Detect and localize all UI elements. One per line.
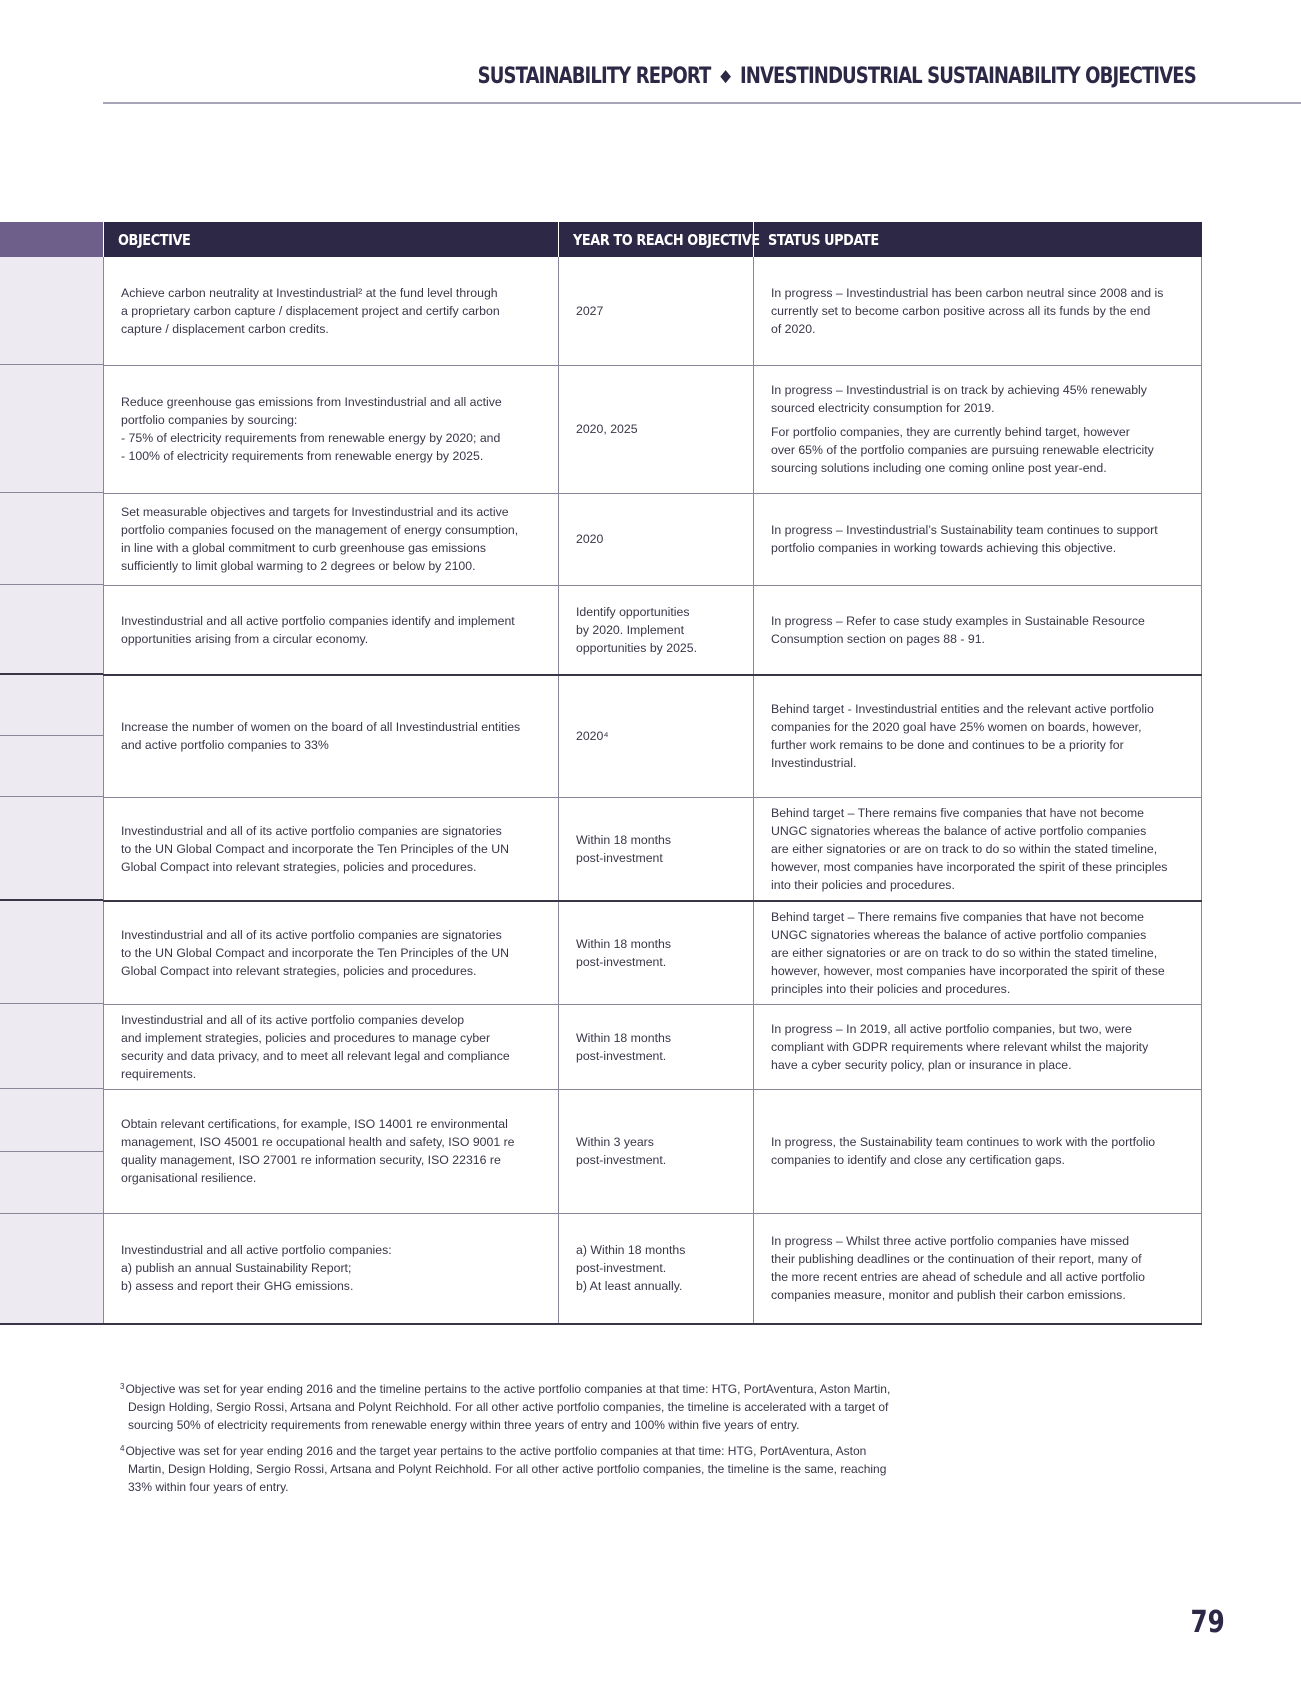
year-cell: 2020: [559, 493, 754, 585]
objective-cell: Investindustrial and all of its active portfolio companies develop and implement strategies, policies and procedures to manage cyber security and data privacy, and to meet all relevant legal and compliance requirements.: [104, 1004, 559, 1089]
page-number: 79: [1190, 1605, 1225, 1640]
objective-cell: Achieve carbon neutrality at Investindustrial² at the fund level through a proprietary carbon capture / displacement project and certify carbon capture / displacement carbon credits.: [104, 257, 559, 365]
footnote-mark: 4: [120, 1444, 125, 1453]
side-strip: [0, 1152, 103, 1214]
status-cell: In progress – Investindustrial has been carbon neutral since 2008 and is currently set to become carbon positive across all its funds by the end of 2020.: [754, 257, 1202, 365]
footnote-mark: 3: [120, 1382, 125, 1391]
objective-cell: Obtain relevant certifications, for example, ISO 14001 re environmental management, ISO 45001 re occupational health and safety, ISO 9001 re quality management, ISO 27001 re information security, ISO 22316 re organisational resilience.: [104, 1089, 559, 1213]
side-strip: [0, 1214, 103, 1325]
objective-cell: Investindustrial and all active portfolio companies: a) publish an annual Sustainability Report; b) assess and report their GHG emissions.: [104, 1213, 559, 1324]
table-header-row: [104, 222, 1202, 257]
status-cell: In progress – Investindustrial’s Sustainability team continues to support portfolio companies in working towards achieving this objective.: [754, 493, 1202, 585]
table-row: [104, 257, 1202, 365]
side-strip: [0, 257, 103, 365]
table-row: [104, 1089, 1202, 1213]
table-row: [104, 585, 1202, 675]
table-row: [104, 675, 1202, 797]
table-row: [104, 1213, 1202, 1324]
table-row: [104, 901, 1202, 1004]
header-section-title: INVESTINDUSTRIAL SUSTAINABILITY OBJECTIVES: [740, 64, 1196, 89]
year-cell: Identify opportunities by 2020. Implement opportunities by 2025.: [559, 585, 754, 675]
year-cell: 2020⁴: [559, 675, 754, 797]
year-cell: Within 18 months post-investment: [559, 797, 754, 901]
side-strip: [0, 736, 103, 797]
diamond-icon: ◆: [720, 66, 731, 86]
status-cell: In progress – Refer to case study examples in Sustainable Resource Consumption section on pages 88 - 91.: [754, 585, 1202, 675]
side-strip: [0, 1004, 103, 1089]
objective-cell: Investindustrial and all of its active portfolio companies are signatories to the UN Global Compact and incorporate the Ten Principles of the UN Global Compact into relevant strategies, policies and procedures.: [104, 901, 559, 1004]
year-cell: 2027: [559, 257, 754, 365]
status-cell: In progress – In 2019, all active portfolio companies, but two, were compliant with GDPR requirements where relevant whilst the majority have a cyber security policy, plan or insurance in place.: [754, 1004, 1202, 1089]
table-row: [104, 797, 1202, 901]
objective-cell: Set measurable objectives and targets for Investindustrial and its active portfolio companies focused on the management of energy consumption, in line with a global commitment to curb greenhouse gas emissions sufficiently to limit global warming to 2 degrees or below by 2100.: [104, 493, 559, 585]
objective-cell: Investindustrial and all active portfolio companies identify and implement opportunities arising from a circular economy.: [104, 585, 559, 675]
status-cell: Behind target - Investindustrial entities and the relevant active portfolio companies for the 2020 goal have 25% women on boards, however, further work remains to be done and continues to be a priority for Investindustrial.: [754, 675, 1202, 797]
side-strip-header: [0, 222, 103, 257]
status-cell: Behind target – There remains five companies that have not become UNGC signatories whereas the balance of active portfolio companies are either signatories or are on track to do so within the stated timeline, however, however, most companies have incorporated the spirit of these principles into their policies and procedures.: [754, 901, 1202, 1004]
side-strip: [0, 493, 103, 585]
footnote-text: Objective was set for year ending 2016 and the timeline pertains to the active portfolio companies at that time: HTG, PortAventura, Aston Martin, Design Holding, Sergio Rossi, Artsana and Polynt Reichhold. For all other active portfolio companies, the timeline is accelerated with a target of sourcing 50% of electricity requirements from renewable energy within three years of entry and 100% within five years of entry.: [125, 1382, 891, 1432]
status-cell: In progress – Investindustrial is on track by achieving 45% renewably sourced electricity consumption for 2019. For portfolio companies, they are currently behind target, however over 65% of the portfolio companies are pursuing renewable electricity sourcing solutions including one coming online post year-end.: [754, 365, 1202, 493]
page-header: [103, 60, 1301, 104]
status-cell: Behind target – There remains five companies that have not become UNGC signatories whereas the balance of active portfolio companies are either signatories or are on track to do so within the stated timeline, however, most companies have incorporated the spirit of these principles into their policies and procedures.: [754, 797, 1202, 901]
status-cell: In progress – Whilst three active portfolio companies have missed their publishing deadlines or the continuation of their report, many of the more recent entries are ahead of schedule and all active portfolio companies measure, monitor and publish their carbon emissions.: [754, 1213, 1202, 1324]
footnotes: [120, 1378, 900, 1502]
table-row: [104, 1004, 1202, 1089]
year-cell: 2020, 2025: [559, 365, 754, 493]
side-strip: [0, 901, 103, 1004]
footnote-text: Objective was set for year ending 2016 and the target year pertains to the active portfolio companies at that time: HTG, PortAventura, Aston Martin, Design Holding, Sergio Rossi, Artsana and Polynt Reichhold. For all other active portfolio companies, the timeline is the same, reaching 33% within four years of entry.: [125, 1444, 887, 1494]
column-header-objective: OBJECTIVE: [104, 222, 559, 257]
year-cell: Within 18 months post-investment.: [559, 1004, 754, 1089]
column-header-status: STATUS UPDATE: [754, 222, 1202, 257]
objective-cell: Investindustrial and all of its active portfolio companies are signatories to the UN Global Compact and incorporate the Ten Principles of the UN Global Compact into relevant strategies, policies and procedures.: [104, 797, 559, 901]
header-title: [478, 64, 1196, 89]
column-header-year: YEAR TO REACH OBJECTIVE: [559, 222, 754, 257]
status-cell: In progress, the Sustainability team continues to work with the portfolio companies to identify and close any certification gaps.: [754, 1089, 1202, 1213]
side-strip: [0, 585, 103, 675]
year-cell: Within 18 months post-investment.: [559, 901, 754, 1004]
objective-cell: Increase the number of women on the board of all Investindustrial entities and active portfolio companies to 33%: [104, 675, 559, 797]
side-strip: [0, 1089, 103, 1152]
table-row: [104, 365, 1202, 493]
side-strip: [0, 365, 103, 493]
footnote: [120, 1440, 900, 1496]
header-report-title: SUSTAINABILITY REPORT: [477, 64, 711, 89]
objective-cell: Reduce greenhouse gas emissions from Investindustrial and all active portfolio companies by sourcing: - 75% of electricity requirements from renewable energy by 2020; and - 100% of electricity requirements from renewable energy by 2025.: [104, 365, 559, 493]
year-cell: a) Within 18 months post-investment. b) At least annually.: [559, 1213, 754, 1324]
table-row: [104, 493, 1202, 585]
side-strip: [0, 797, 103, 901]
side-strip: [0, 675, 103, 736]
footnote: [120, 1378, 900, 1434]
year-cell: Within 3 years post-investment.: [559, 1089, 754, 1213]
objectives-table: [103, 222, 1201, 1325]
